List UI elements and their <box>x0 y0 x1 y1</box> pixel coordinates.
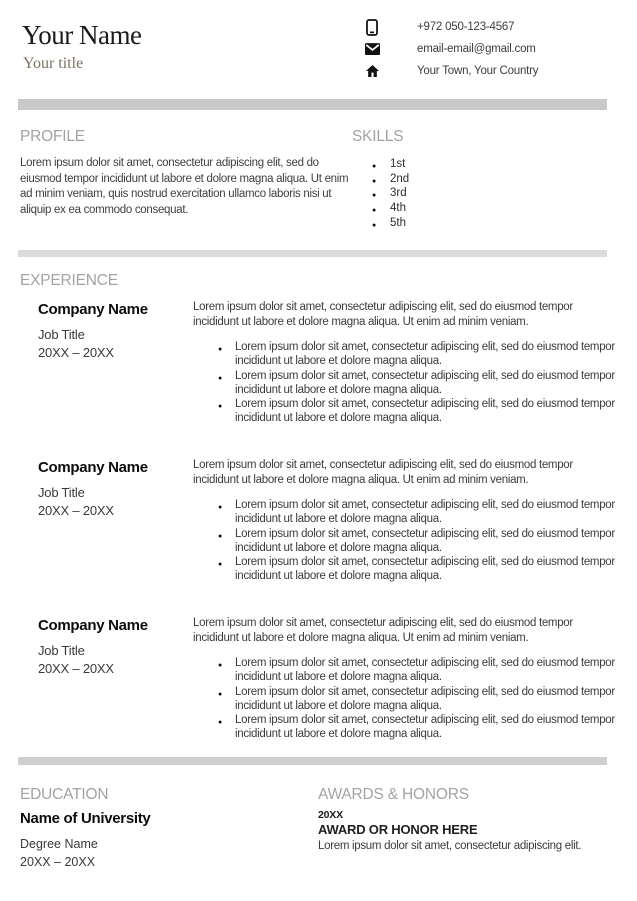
university-name: Name of University <box>20 810 151 827</box>
entry-summary: Lorem ipsum dolor sit amet, consectetur adipiscing elit, sed do eiusmod tempor incididunt ut labore et dolore magna aliqua. Ut enim ad minim veniam. <box>193 459 573 486</box>
company-name: Company Name <box>38 459 148 476</box>
contact-row-email <box>364 38 538 60</box>
person-name: Your Name <box>22 20 142 50</box>
bullet-item: ● Lorem ipsum dolor sit amet, consectetur adipiscing elit, sed do eiusmod tempor incididunt ut labore et dolore magna aliqua. <box>193 498 620 527</box>
bullet-item: ● Lorem ipsum dolor sit amet, consectetur adipiscing elit, sed do eiusmod tempor incididunt ut labore et dolore magna aliqua. <box>193 369 620 398</box>
entry-bullet-list <box>193 656 620 742</box>
skill-item: ● 5th <box>352 216 409 231</box>
skills-list <box>352 157 409 231</box>
location-text: Your Town, Your Country <box>417 65 539 77</box>
experience-entry <box>0 298 637 456</box>
degree-name: Degree Name <box>20 837 98 851</box>
divider-bar-top <box>18 99 607 110</box>
job-title: Job Title <box>38 643 85 658</box>
profile-heading: PROFILE <box>20 128 85 145</box>
entry-bullet-list <box>193 340 620 426</box>
education-heading: EDUCATION <box>20 786 109 803</box>
award-year: 20XX <box>318 809 343 821</box>
entry-left-column <box>38 459 188 518</box>
company-name: Company Name <box>38 301 148 318</box>
date-range: 20XX – 20XX <box>38 661 114 676</box>
phone-number: +972 050-123-4567 <box>417 21 515 33</box>
bullet-item: ● Lorem ipsum dolor sit amet, consectetur adipiscing elit, sed do eiusmod tempor incididunt ut labore et dolore magna aliqua. <box>193 555 620 584</box>
education-dates: 20XX – 20XX <box>20 855 96 869</box>
bullet-item: ● Lorem ipsum dolor sit amet, consectetur adipiscing elit, sed do eiusmod tempor incididunt ut labore et dolore magna aliqua. <box>193 713 620 742</box>
skill-item: ● 2nd <box>352 172 409 187</box>
company-name: Company Name <box>38 617 148 634</box>
experience-heading: EXPERIENCE <box>20 272 118 289</box>
contact-row-phone <box>364 16 538 38</box>
job-title: Job Title <box>38 327 85 342</box>
divider-bar-middle <box>18 250 607 257</box>
entry-right-column <box>193 616 620 742</box>
email-icon <box>364 43 380 55</box>
awards-heading: AWARDS & HONORS <box>318 786 469 803</box>
award-title: AWARD OR HONOR HERE <box>318 822 478 837</box>
divider-bar-bottom <box>18 757 607 765</box>
contact-row-address <box>364 60 538 82</box>
bullet-item: ● Lorem ipsum dolor sit amet, consectetur adipiscing elit, sed do eiusmod tempor incididunt ut labore et dolore magna aliqua. <box>193 656 620 685</box>
skill-item: ● 4th <box>352 201 409 216</box>
bullet-item: ● Lorem ipsum dolor sit amet, consectetur adipiscing elit, sed do eiusmod tempor incididunt ut labore et dolore magna aliqua. <box>193 397 620 426</box>
experience-entry <box>0 456 637 614</box>
entry-left-column <box>38 617 188 676</box>
job-title: Job Title <box>38 485 85 500</box>
date-range: 20XX – 20XX <box>38 503 114 518</box>
skill-item: ● 3rd <box>352 186 409 201</box>
person-title: Your title <box>23 55 84 72</box>
experience-entry <box>0 614 637 772</box>
entry-right-column <box>193 458 620 584</box>
bullet-item: ● Lorem ipsum dolor sit amet, consectetur adipiscing elit, sed do eiusmod tempor incididunt ut labore et dolore magna aliqua. <box>193 340 620 369</box>
entry-right-column <box>193 300 620 426</box>
phone-icon <box>364 19 380 36</box>
skills-heading: SKILLS <box>352 128 404 145</box>
contact-block <box>364 16 538 82</box>
entry-bullet-list <box>193 498 620 584</box>
entry-summary: Lorem ipsum dolor sit amet, consectetur adipiscing elit, sed do eiusmod tempor incididunt ut labore et dolore magna aliqua. Ut enim ad minim veniam. <box>193 617 573 644</box>
award-description: Lorem ipsum dolor sit amet, consectetur adipiscing elit. <box>318 840 582 852</box>
date-range: 20XX – 20XX <box>38 345 114 360</box>
bullet-item: ● Lorem ipsum dolor sit amet, consectetur adipiscing elit, sed do eiusmod tempor incididunt ut labore et dolore magna aliqua. <box>193 527 620 556</box>
bullet-item: ● Lorem ipsum dolor sit amet, consectetur adipiscing elit, sed do eiusmod tempor incididunt ut labore et dolore magna aliqua. <box>193 685 620 714</box>
skill-item: ● 1st <box>352 157 409 172</box>
profile-text: Lorem ipsum dolor sit amet, consectetur adipiscing elit, sed do eiusmod tempor incididunt ut labore et dolore magna aliqua. Ut enim ad minim veniam, quis nostrud exercitation ullamco laboris nisi ut aliquip ex ea commodo consequat. <box>20 157 349 217</box>
entry-summary: Lorem ipsum dolor sit amet, consectetur adipiscing elit, sed do eiusmod tempor incididunt ut labore et dolore magna aliqua. Ut enim ad minim veniam. <box>193 301 573 328</box>
email-address: email-email@gmail.com <box>417 43 536 55</box>
home-icon <box>364 65 380 77</box>
entry-left-column <box>38 301 188 360</box>
